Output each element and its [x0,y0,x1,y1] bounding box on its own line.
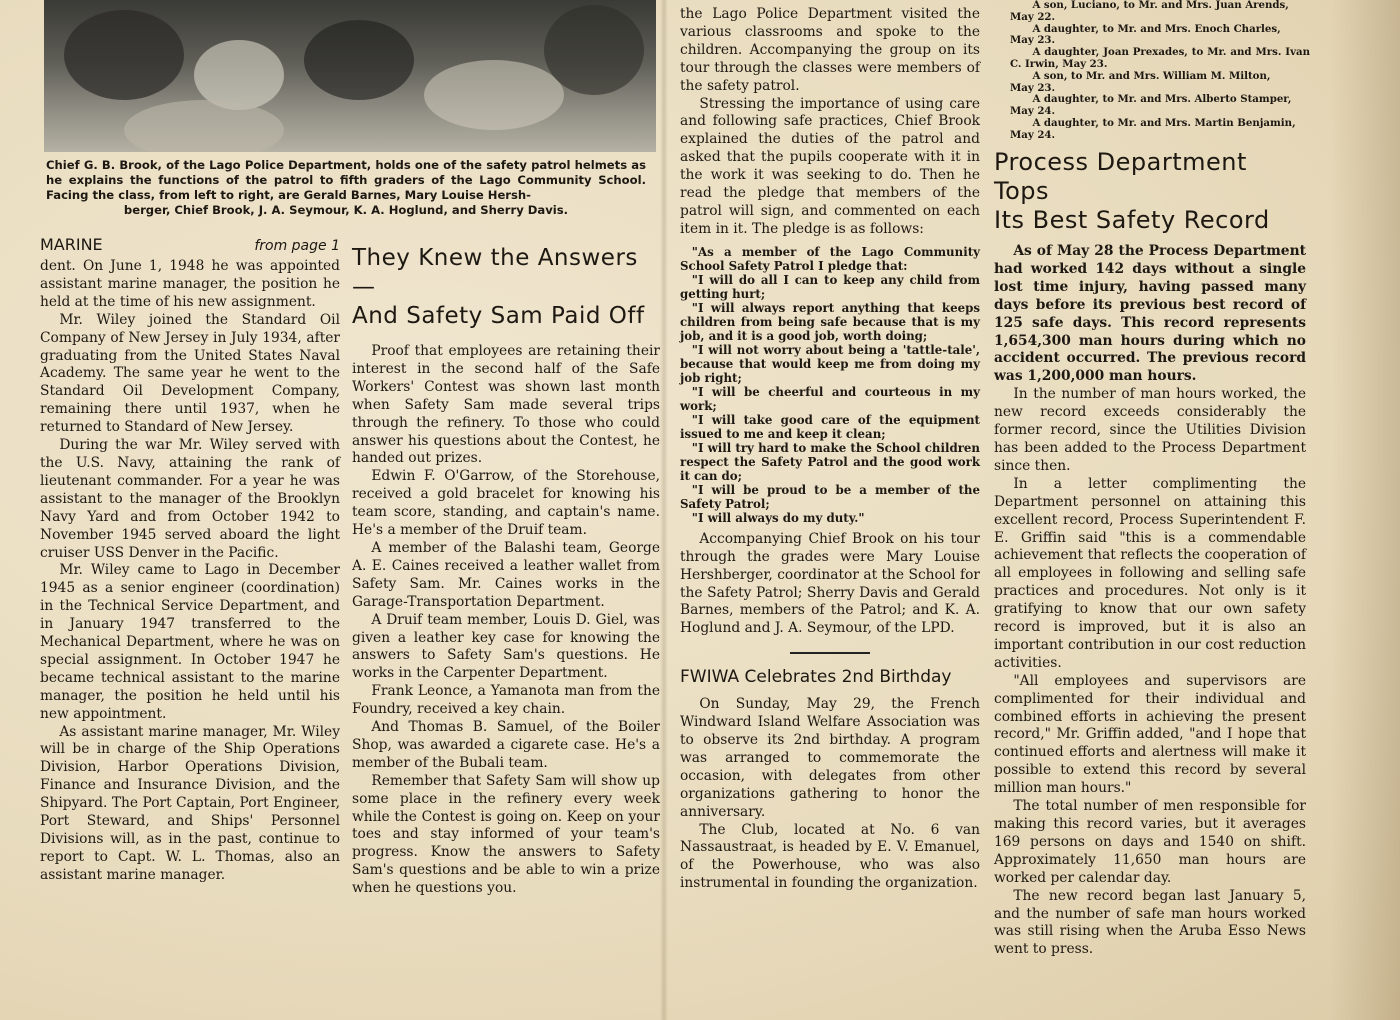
birth-entry: A daughter, Joan Prexades, to Mr. and Mrs. Ivan C. Irwin, May 23. [1010,46,1310,70]
births-list [1010,0,1310,142]
marine-paragraph: Mr. Wiley came to Lago in December 1945 as a senior engineer (coordination) in the Technical Service Department, and in January 1947 transferred to the Mechanical Department, where he was on special assignment. In October 1947 he became technical assistant to the marine manager, the position he held until his new appointment. [40,562,340,722]
process-paragraph: In the number of man hours worked, the new record exceeds considerably the former record, since the Utilities Division has been added to the Process Department since then. [994,386,1306,474]
safety-sam-paragraph: A member of the Balashi team, George A. E. Caines received a leather wallet from Safety Sam. Mr. Caines works in the Garage-Transportation Department. [352,539,660,610]
patrol-paragraph: the Lago Police Department visited the various classrooms and spoke to the children. Accompanying the group on its tour through the classes were members of the safety patrol. [680,6,980,94]
process-column [994,148,1306,959]
marine-paragraph: During the war Mr. Wiley served with the U.S. Navy, attaining the rank of lieutenant commander. For a year he was assistant to the manager of the Brooklyn Navy Yard and from October 1942 to November 1945 served aboard the light cruiser USS Denver in the Pacific. [40,437,340,561]
page-fold [660,0,668,1020]
pledge-line: "I will be proud to be a member of the Safety Patrol; [680,482,980,511]
safety-sam-paragraph: Proof that employees are retaining their interest in the second half of the Safe Workers' Contest was shown last month when Safety Sam made several trips through the refinery. To those who could answer his questions about the Contest, he handed out prizes. [352,343,660,467]
page-edge-shadow [1330,0,1400,1020]
process-paragraph: The total number of men responsible for making this record varies, but it averages 169 persons on days and 1540 on shift. Approximately 11,650 man hours are worked per calendar day. [994,798,1306,886]
safety-sam-headline-1: They Knew the Answers— [352,245,638,300]
classroom-photo [44,0,656,152]
marine-paragraph: As assistant marine manager, Mr. Wiley will be in charge of the Ship Operations Division, Harbor Operations Division, Finance and Insurance Division, and the Shipyard. The Port Captain, Port Engineer, Port Steward, and Ships' Personnel Divisions will, as in the past, continue to report to Capt. W. L. Thomas, also an assistant marine manager. [40,723,340,883]
birth-entry: A son, to Mr. and Mrs. William M. Milton, May 23. [1010,69,1271,94]
process-paragraph: The new record began last January 5, and the number of safe man hours worked was still rising when the Aruba Esso News went to press. [994,887,1306,958]
marine-paragraph: Mr. Wiley joined the Standard Oil Company of New Jersey in July 1934, after graduating from the United States Naval Academy. The same year he went to the Standard Oil Development Company, remaining there until 1937, when he returned to Standard of New Jersey. [40,311,340,436]
caption-text: Chief G. B. Brook, of the Lago Police Department, holds one of the safety patrol helmets as he explains the functions of the patrol to fifth graders of the Lago Community School. Facing the class, from left to right, are Gerald Barnes, Mary Louise Hersh- [46,158,646,202]
pledge-line: "I will not worry about being a 'tattle-tale', because that would keep me from doing my job right; [680,342,980,385]
pledge-list [680,245,980,525]
birth-entry: A daughter, to Mr. and Mrs. Martin Benjamin, May 24. [1010,116,1296,141]
marine-paragraph: dent. On June 1, 1948 he was appointed assistant marine manager, the position he held at the time of his new assignment. [40,258,340,310]
photo-caption [46,158,646,218]
safety-sam-paragraph: Frank Leonce, a Yamanota man from the Foundry, received a key chain. [352,683,660,718]
birth-entry: A daughter, to Mr. and Mrs. Enoch Charles, May 23. [1010,22,1281,47]
pledge-line: "I will always do my duty." [691,510,865,525]
process-lead: As of May 28 the Process Department had worked 142 days without a single lost time injury, having passed many days before its previous best record of 125 safe days. This record represents 1,654,300 man hours during which no accident occurred. The previous record was 1,200,000 man hours. [994,243,1306,385]
pledge-line: "I will be cheerful and courteous in my work; [680,384,980,413]
jump-label: from page 1 [254,238,340,254]
birth-entry: A son, Luciano, to Mr. and Mrs. Juan Arends, May 22. [1010,0,1289,23]
safety-sam-paragraph: Edwin F. O'Garrow, of the Storehouse, received a gold bracelet for knowing his team score, standing, and captain's name. He's a member of the Druif team. [352,468,660,539]
section-divider [790,652,870,654]
safety-sam-paragraph: And Thomas B. Samuel, of the Boiler Shop, was awarded a cigarete case. He's a member of the Bubali team. [352,719,660,771]
safety-sam-column [352,244,660,898]
process-headline-2: Its Best Safety Record [994,206,1270,234]
patrol-paragraph: Stressing the importance of using care and following safe practices, Chief Brook explained the duties of the patrol and asked that the pupils cooperate with it in the work it was seeking to do. Then he read the pledge that members of the patrol will sign, and commented on each item in it. The pledge is as follows: [680,95,980,237]
marine-section-label: MARINE [40,235,103,254]
caption-last-line: berger, Chief Brook, J. A. Seymour, K. A. Hoglund, and Sherry Davis. [123,203,569,217]
safety-sam-paragraph: A Druif team member, Louis D. Giel, was given a leather key case for knowing the answers to Safety Sam's questions. He works in the Carpenter Department. [352,611,660,682]
fwiwa-paragraph: On Sunday, May 29, the French Windward Island Welfare Association was to observe its 2nd birthday. A program was arranged to commemorate the occasion, with delegates from other organizations gathering to honor the anniversary. [680,696,980,820]
patrol-closing: Accompanying Chief Brook on his tour through the grades were Mary Louise Hershberger, coordinator at the School for the Safety Patrol; Sherry Davis and Gerald Barnes, members of the Patrol; and K. A. Hoglund and J. A. Seymour, of the LPD. [680,530,980,637]
pledge-line: "I will take good care of the equipment issued to me and keep it clean; [680,412,980,441]
process-headline-1: Process Department Tops [994,148,1247,205]
pledge-line: "I will try hard to make the School children respect the Safety Patrol and the good work it can do; [680,440,980,483]
process-paragraph: In a letter complimenting the Department personnel on attaining this excellent record, Process Superintendent F. E. Griffin said "this is a commendable achievement that reflects the cooperation of all employees in following and selling safe practices and procedures. Not only is it gratifying to know that our own safety record is improved, but it is also an important contribution in our cost reduction activities. [994,475,1306,671]
safety-sam-paragraph: Remember that Safety Sam will show up some place in the refinery every week while the Contest is going on. Keep on your toes and stay informed of your team's progress. Know the answers to Safety Sam's questions and be able to win a prize when he questions you. [352,772,660,897]
fwiwa-paragraph: The Club, located at No. 6 van Nassaustraat, is headed by E. V. Emanuel, of the Powerhouse, who was also instrumental in founding the organization. [680,821,980,892]
pledge-line: "I will do all I can to keep any child from getting hurt; [680,272,980,301]
patrol-column [680,0,980,893]
pledge-line: "As a member of the Lago Community School Safety Patrol I pledge that: [680,244,980,273]
birth-entry: A daughter, to Mr. and Mrs. Alberto Stamper, May 24. [1010,93,1292,118]
pledge-line: "I will always report anything that keeps children from being safe because that is my job, and it is a good job, worth doing; [680,300,980,343]
fwiwa-headline: FWIWA Celebrates 2nd Birthday [680,667,952,688]
safety-sam-headline-2: And Safety Sam Paid Off [352,303,645,329]
process-paragraph: "All employees and supervisors are complimented for their individual and combined efforts in achieving the present record," Mr. Griffin added, "and I hope that continued efforts and alertness will make it possible to extend this record by several million man hours." [994,672,1306,797]
marine-column [40,234,340,885]
